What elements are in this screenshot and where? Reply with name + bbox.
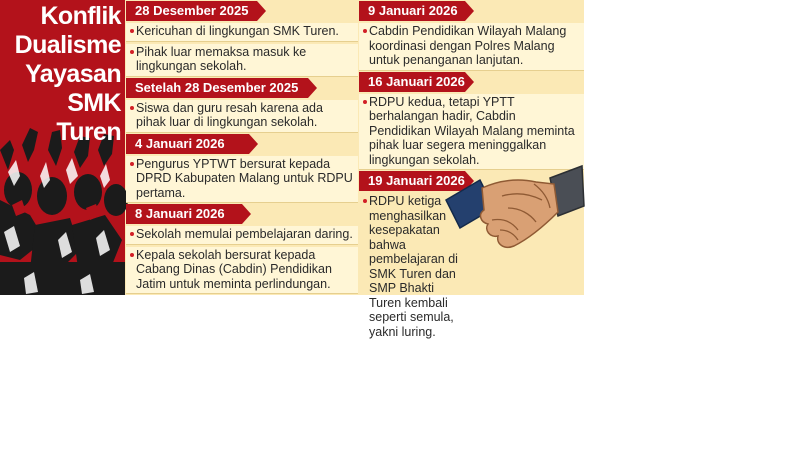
date-label: 9 Januari 2026 — [359, 1, 465, 21]
timeline-column-left — [125, 0, 358, 294]
timeline-block — [125, 1, 358, 77]
timeline-block — [125, 204, 358, 294]
title-line: Yayasan — [25, 60, 121, 88]
date-label: 19 Januari 2026 — [359, 171, 465, 191]
timeline-entry: Siswa dan guru resah karena ada pihak luar di lingkungan sekolah. — [126, 100, 358, 133]
timeline-block — [358, 1, 584, 71]
date-label: 8 Januari 2026 — [126, 204, 242, 224]
timeline-block — [125, 78, 358, 133]
timeline-entry: Kepala sekolah bersurat kepada Cabang Dinas (Cabdin) Pendidikan Jatim untuk meminta perlindungan. — [126, 247, 358, 295]
timeline-block — [125, 134, 358, 204]
title-line: SMK Turen — [56, 89, 121, 146]
timeline-entry: RDPU kedua, tetapi YPTT berhalangan hadir, Cabdin Pendidikan Wilayah Malang meminta pihak luar segera meninggalkan lingkungan sekolah. — [359, 94, 584, 171]
title-line: Dualisme — [14, 31, 121, 59]
timeline-entry: Pihak luar memaksa masuk ke lingkungan sekolah. — [126, 44, 358, 77]
title-panel — [0, 0, 125, 295]
main-title — [0, 2, 121, 147]
timeline-entry: Cabdin Pendidikan Wilayah Malang koordinasi dengan Polres Malang untuk penanganan lanjutan. — [359, 23, 584, 71]
date-label: 28 Desember 2025 — [126, 1, 257, 21]
date-label: Setelah 28 Desember 2025 — [126, 78, 308, 98]
date-label: 16 Januari 2026 — [359, 72, 465, 92]
timeline-entry: Pengurus YPTWT bersurat kepada DPRD Kabupaten Malang untuk RDPU pertama. — [126, 156, 358, 204]
timeline-entry: Sekolah memulai pembelajaran daring. — [126, 226, 358, 245]
handshake-icon — [446, 160, 584, 260]
timeline-entry: RDPU ketiga menghasilkan kesepakatan bahwa pembelajaran di SMK Turen dan SMP Bhakti Turen kembali seperti semula, yakni luring. — [359, 193, 465, 341]
timeline-block — [358, 72, 584, 171]
title-line: Konflik — [40, 2, 121, 30]
date-label: 4 Januari 2026 — [126, 134, 249, 154]
timeline-entry: Kericuhan di lingkungan SMK Turen. — [126, 23, 358, 42]
